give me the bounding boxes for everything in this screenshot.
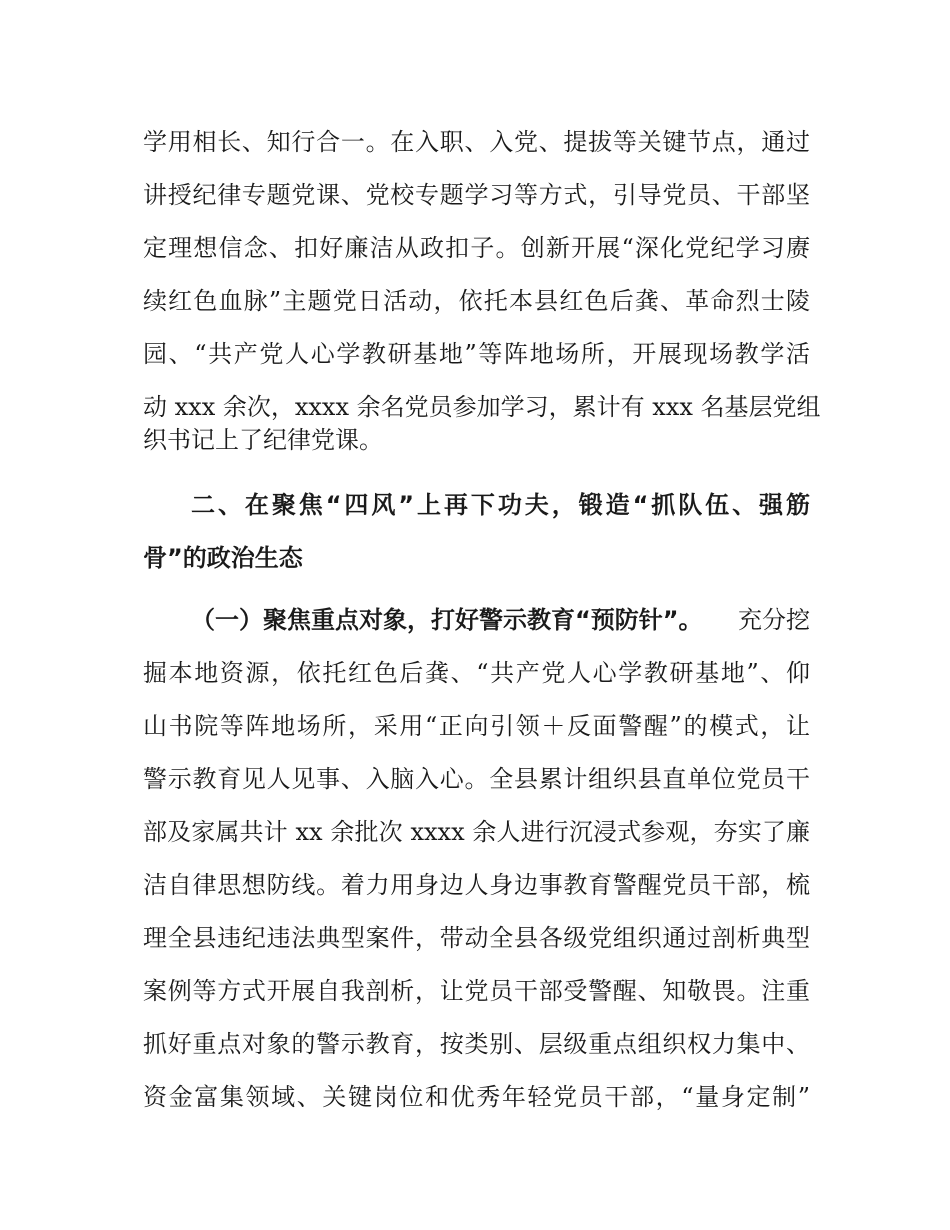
paragraph-line: 续红色血脉”主题党日活动，依托本县红色后龚、革命烈士陵 <box>143 287 810 315</box>
sub-heading-tail: 充分挖 <box>738 606 810 634</box>
paragraph-line: 部及家属共计 xx 余批次 xxxx 余人进行沉浸式参观，夯实了廉 <box>143 818 810 846</box>
paragraph-line: 洁自律思想防线。着力用身边人身边事教育警醒党员干部，梳 <box>143 871 810 899</box>
paragraph-line: 园、“共产党人心学教研基地”等阵地场所，开展现场教学活 <box>143 340 810 368</box>
section-heading: 二、在聚焦“四风”上再下功夫，锻造“抓队伍、强筋 <box>191 491 810 519</box>
paragraph-line: 理全县违纪违法典型案件，带动全县各级党组织通过剖析典型 <box>143 924 810 952</box>
paragraph-line: 动 xxx 余次，xxxx 余名党员参加学习，累计有 xxx 名基层党组 <box>143 393 821 421</box>
sub-heading-line <box>191 600 810 640</box>
paragraph-line: 定理想信念、扣好廉洁从政扣子。创新开展“深化党纪学习赓 <box>143 234 810 262</box>
paragraph-line: 织书记上了纪律党课。 <box>143 426 383 454</box>
paragraph-line: 学用相长、知行合一。在入职、入党、提拔等关键节点，通过 <box>143 128 810 156</box>
paragraph-line: 讲授纪律专题党课、党校专题学习等方式，引导党员、干部坚 <box>143 181 810 209</box>
section-heading-continued: 骨”的政治生态 <box>143 544 303 572</box>
paragraph-line: 山书院等阵地场所，采用“正向引领＋反面警醒”的模式，让 <box>143 712 810 740</box>
paragraph-line: 资金富集领域、关键岗位和优秀年轻党员干部，“量身定制” <box>143 1083 810 1111</box>
paragraph-line: 掘本地资源，依托红色后龚、“共产党人心学教研基地”、仰 <box>143 659 810 687</box>
sub-heading: （一）聚焦重点对象，打好警示教育“预防针”。 <box>191 606 703 634</box>
paragraph-line: 抓好重点对象的警示教育，按类别、层级重点组织权力集中、 <box>143 1030 810 1058</box>
paragraph-line: 案例等方式开展自我剖析，让党员干部受警醒、知敬畏。注重 <box>143 977 810 1005</box>
paragraph-line: 警示教育见人见事、入脑入心。全县累计组织县直单位党员干 <box>143 765 810 793</box>
